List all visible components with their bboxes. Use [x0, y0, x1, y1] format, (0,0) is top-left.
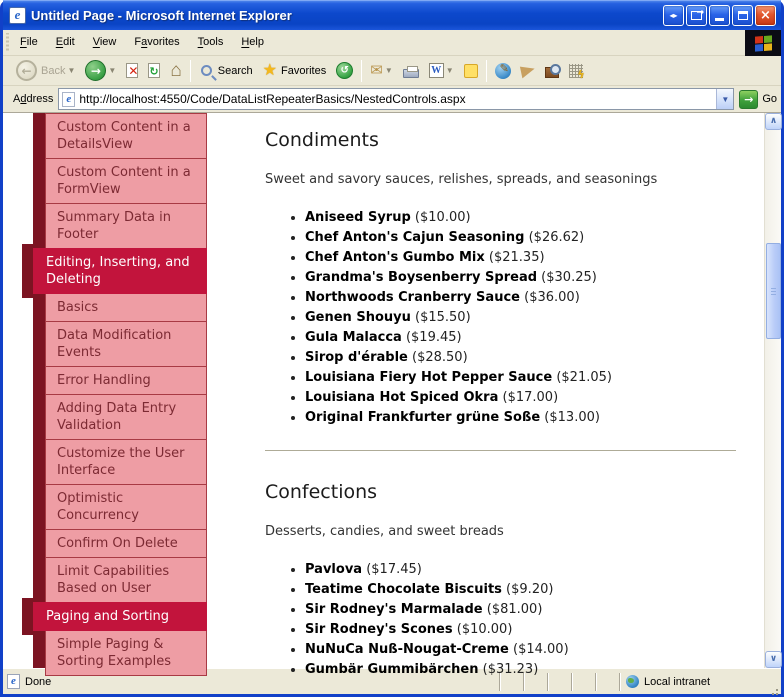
window-controls	[663, 5, 776, 26]
back-label: Back	[41, 64, 66, 77]
edit-page-icon	[495, 63, 511, 79]
product-item	[305, 330, 736, 350]
go-label: Go	[762, 93, 777, 105]
category-title: Confections	[265, 481, 378, 503]
scrollbar-thumb[interactable]	[766, 243, 781, 339]
sidebar-item[interactable]: Summary Data in Footer	[45, 203, 207, 249]
product-item	[305, 602, 736, 622]
menu-item[interactable]: Help	[241, 36, 264, 48]
horizontal-arrows-button[interactable]	[663, 5, 684, 26]
sidebar-item[interactable]: Data Modification Events	[45, 321, 207, 367]
product-name: Gula Malacca	[305, 330, 402, 345]
back-button[interactable]	[11, 58, 80, 83]
stop-button[interactable]	[121, 61, 143, 80]
product-item	[305, 310, 736, 330]
product-price: ( $10.00 )	[411, 210, 471, 225]
product-item	[305, 662, 736, 682]
horizontal-arrows-icon: ◂▸	[669, 10, 678, 20]
scroll-down-button[interactable]: ∨	[765, 651, 782, 668]
product-price: ( $81.00 )	[483, 602, 543, 617]
product-item	[305, 410, 736, 430]
menu-item[interactable]: Edit	[55, 36, 75, 48]
favorites-icon: ★	[262, 61, 277, 79]
forward-dropdown-icon[interactable]: ▼	[108, 66, 117, 75]
product-price: ( $30.25 )	[537, 270, 597, 285]
product-price: ( $31.23 )	[478, 662, 538, 677]
product-name: Genen Shouyu	[305, 310, 411, 325]
edit-with-word-icon: W	[429, 63, 444, 78]
back-icon: ←	[16, 60, 37, 81]
product-item	[305, 370, 736, 390]
close-button[interactable]	[755, 5, 776, 26]
windows-flag-icon	[745, 30, 781, 56]
edit-dropdown-icon[interactable]: ▼	[445, 66, 454, 75]
stop-icon: ✕	[128, 64, 139, 78]
home-icon: ⌂	[170, 60, 182, 81]
sidebar-nav	[45, 113, 207, 676]
sidebar-item[interactable]: Error Handling	[45, 366, 207, 395]
product-item	[305, 390, 736, 410]
intranet-globe-icon	[626, 675, 639, 688]
mail-button[interactable]	[365, 61, 398, 80]
product-item	[305, 582, 736, 602]
messenger-icon	[569, 64, 583, 78]
menu-item[interactable]: View	[92, 36, 117, 48]
product-price: ( $13.00 )	[540, 410, 600, 425]
menu-item[interactable]: Favorites	[134, 36, 180, 48]
zone-label: Local intranet	[644, 675, 711, 688]
resize-grip[interactable]	[765, 669, 781, 694]
window-title: Untitled Page - Microsoft Internet Explorer	[31, 7, 292, 23]
research-button[interactable]	[540, 62, 564, 80]
address-url-input[interactable]: http://localhost:4550/Code/DataListRepeaterBasics/NestedControls.aspx	[79, 92, 466, 106]
toolbar-grip[interactable]	[4, 33, 10, 52]
print-icon	[403, 69, 419, 78]
research-icon	[545, 67, 559, 78]
product-name: NuNuCa Nuß-Nougat-Creme	[305, 642, 509, 657]
pop-out-button[interactable]	[686, 5, 707, 26]
messenger-button[interactable]	[564, 62, 588, 80]
search-label: Search	[217, 64, 253, 77]
product-name: Sirop d'érable	[305, 350, 408, 365]
product-name: Louisiana Fiery Hot Pepper Sauce	[305, 370, 553, 385]
category-description: Desserts, candies, and sweet breads	[265, 524, 504, 539]
standard-toolbar	[3, 56, 781, 86]
product-item	[305, 210, 736, 230]
search-icon	[201, 65, 212, 76]
send-button[interactable]	[516, 63, 540, 79]
toolbar-separator	[486, 60, 487, 82]
menu-bar	[3, 30, 781, 56]
mail-icon: ✉	[370, 62, 383, 79]
product-item	[305, 642, 736, 662]
send-icon	[520, 63, 536, 78]
product-price: ( $10.00 )	[453, 622, 513, 637]
product-price: ( $28.50 )	[408, 350, 468, 365]
close-icon: ×	[760, 7, 771, 23]
product-price: ( $21.35 )	[485, 250, 545, 265]
refresh-button[interactable]	[143, 61, 165, 80]
go-arrow-icon: →	[739, 90, 758, 109]
sidebar-item[interactable]: Confirm On Delete	[45, 529, 207, 558]
category-title: Condiments	[265, 129, 379, 151]
page-content	[207, 113, 764, 677]
product-item	[305, 290, 736, 310]
page-viewport	[3, 113, 781, 677]
sidebar-item[interactable]: Adding Data Entry Validation	[45, 394, 207, 440]
product-name: Grandma's Boysenberry Spread	[305, 270, 538, 285]
sidebar-item[interactable]: Basics	[45, 293, 207, 322]
address-label: Address	[13, 93, 54, 105]
product-name: Sir Rodney's Scones	[305, 622, 453, 637]
minimize-icon	[715, 18, 724, 21]
product-list	[265, 210, 736, 430]
home-button[interactable]	[165, 59, 186, 82]
sidebar-item[interactable]: Simple Paging & Sorting Examples	[45, 630, 207, 676]
address-bar	[3, 86, 781, 113]
refresh-icon: ↻	[149, 65, 159, 78]
product-price: ( $21.05 )	[552, 370, 612, 385]
pop-out-icon	[691, 11, 702, 20]
address-page-icon: e	[62, 92, 75, 107]
menu-item[interactable]: Tools	[197, 36, 224, 48]
product-item	[305, 562, 736, 582]
product-item	[305, 270, 736, 290]
product-name: Aniseed Syrup	[305, 210, 411, 225]
forward-icon: →	[85, 60, 106, 81]
title-bar[interactable]	[3, 0, 781, 30]
product-name: Teatime Chocolate Biscuits	[305, 582, 502, 597]
category-section-condiments	[265, 129, 736, 451]
edit-with-word-button[interactable]	[424, 61, 459, 80]
sidebar-item[interactable]: Limit Capabilities Based on User	[45, 557, 207, 603]
product-name: Chef Anton's Cajun Seasoning	[305, 230, 525, 245]
product-price: ( $15.50 )	[411, 310, 471, 325]
sidebar-item[interactable]: Paging and Sorting	[33, 602, 207, 631]
product-item	[305, 250, 736, 270]
notes-button[interactable]	[459, 62, 483, 80]
address-combo[interactable]	[58, 88, 734, 110]
product-item	[305, 230, 736, 250]
sidebar-item[interactable]: Editing, Inserting, and Deleting	[33, 248, 207, 294]
address-dropdown-button[interactable]: ▼	[716, 89, 733, 109]
product-price: ( $26.62 )	[524, 230, 584, 245]
vertical-scrollbar[interactable]	[764, 113, 781, 668]
product-name: Pavlova	[305, 562, 363, 577]
mail-dropdown-icon[interactable]: ▼	[384, 66, 393, 75]
back-dropdown-icon[interactable]: ▼	[67, 66, 76, 75]
product-price: ( $36.00 )	[520, 290, 580, 305]
search-button[interactable]	[194, 61, 258, 80]
product-price: ( $19.45 )	[402, 330, 462, 345]
minimize-button[interactable]	[709, 5, 730, 26]
go-button[interactable]	[739, 90, 777, 109]
sidebar-item[interactable]: Customize the User Interface	[45, 439, 207, 485]
history-button[interactable]	[331, 60, 358, 81]
menu-items	[11, 30, 273, 55]
product-name: Northwoods Cranberry Sauce	[305, 290, 520, 305]
print-button[interactable]	[398, 62, 424, 80]
sidebar-accent-strip	[33, 113, 45, 668]
status-text: Done	[25, 675, 52, 688]
favorites-button[interactable]	[258, 61, 332, 81]
favorites-label: Favorites	[281, 64, 327, 77]
product-price: ( $9.20 )	[502, 582, 554, 597]
product-item	[305, 622, 736, 642]
ie-page-icon: e	[9, 7, 26, 24]
maximize-button[interactable]	[732, 5, 753, 26]
history-icon: ↺	[336, 62, 353, 79]
sidebar-item[interactable]: Optimistic Concurrency	[45, 484, 207, 530]
product-name: Original Frankfurter grüne Soße	[305, 410, 541, 425]
product-name: Gumbär Gummibärchen	[305, 662, 479, 677]
notes-icon	[464, 64, 478, 78]
sidebar-item[interactable]: Custom Content in a DetailsView	[45, 113, 207, 159]
sidebar-item[interactable]: Custom Content in a FormView	[45, 158, 207, 204]
toolbar-separator	[190, 60, 191, 82]
product-price: ( $17.00 )	[498, 390, 558, 405]
product-name: Chef Anton's Gumbo Mix	[305, 250, 485, 265]
product-name: Louisiana Hot Spiced Okra	[305, 390, 499, 405]
product-list	[265, 562, 736, 682]
scroll-up-button[interactable]: ∧	[765, 113, 782, 130]
toolbar-separator	[361, 60, 362, 82]
product-price: ( $14.00 )	[509, 642, 569, 657]
forward-button[interactable]	[80, 58, 121, 83]
edit-page-button[interactable]	[490, 61, 516, 81]
product-price: ( $17.45 )	[362, 562, 422, 577]
category-section-confections	[265, 481, 736, 682]
product-name: Sir Rodney's Marmalade	[305, 602, 483, 617]
category-description: Sweet and savory sauces, relishes, spreads, and seasonings	[265, 172, 658, 187]
status-page-icon: e	[7, 674, 20, 689]
menu-item[interactable]: File	[20, 36, 38, 48]
section-divider	[265, 450, 736, 451]
maximize-icon	[738, 11, 748, 20]
product-item	[305, 350, 736, 370]
